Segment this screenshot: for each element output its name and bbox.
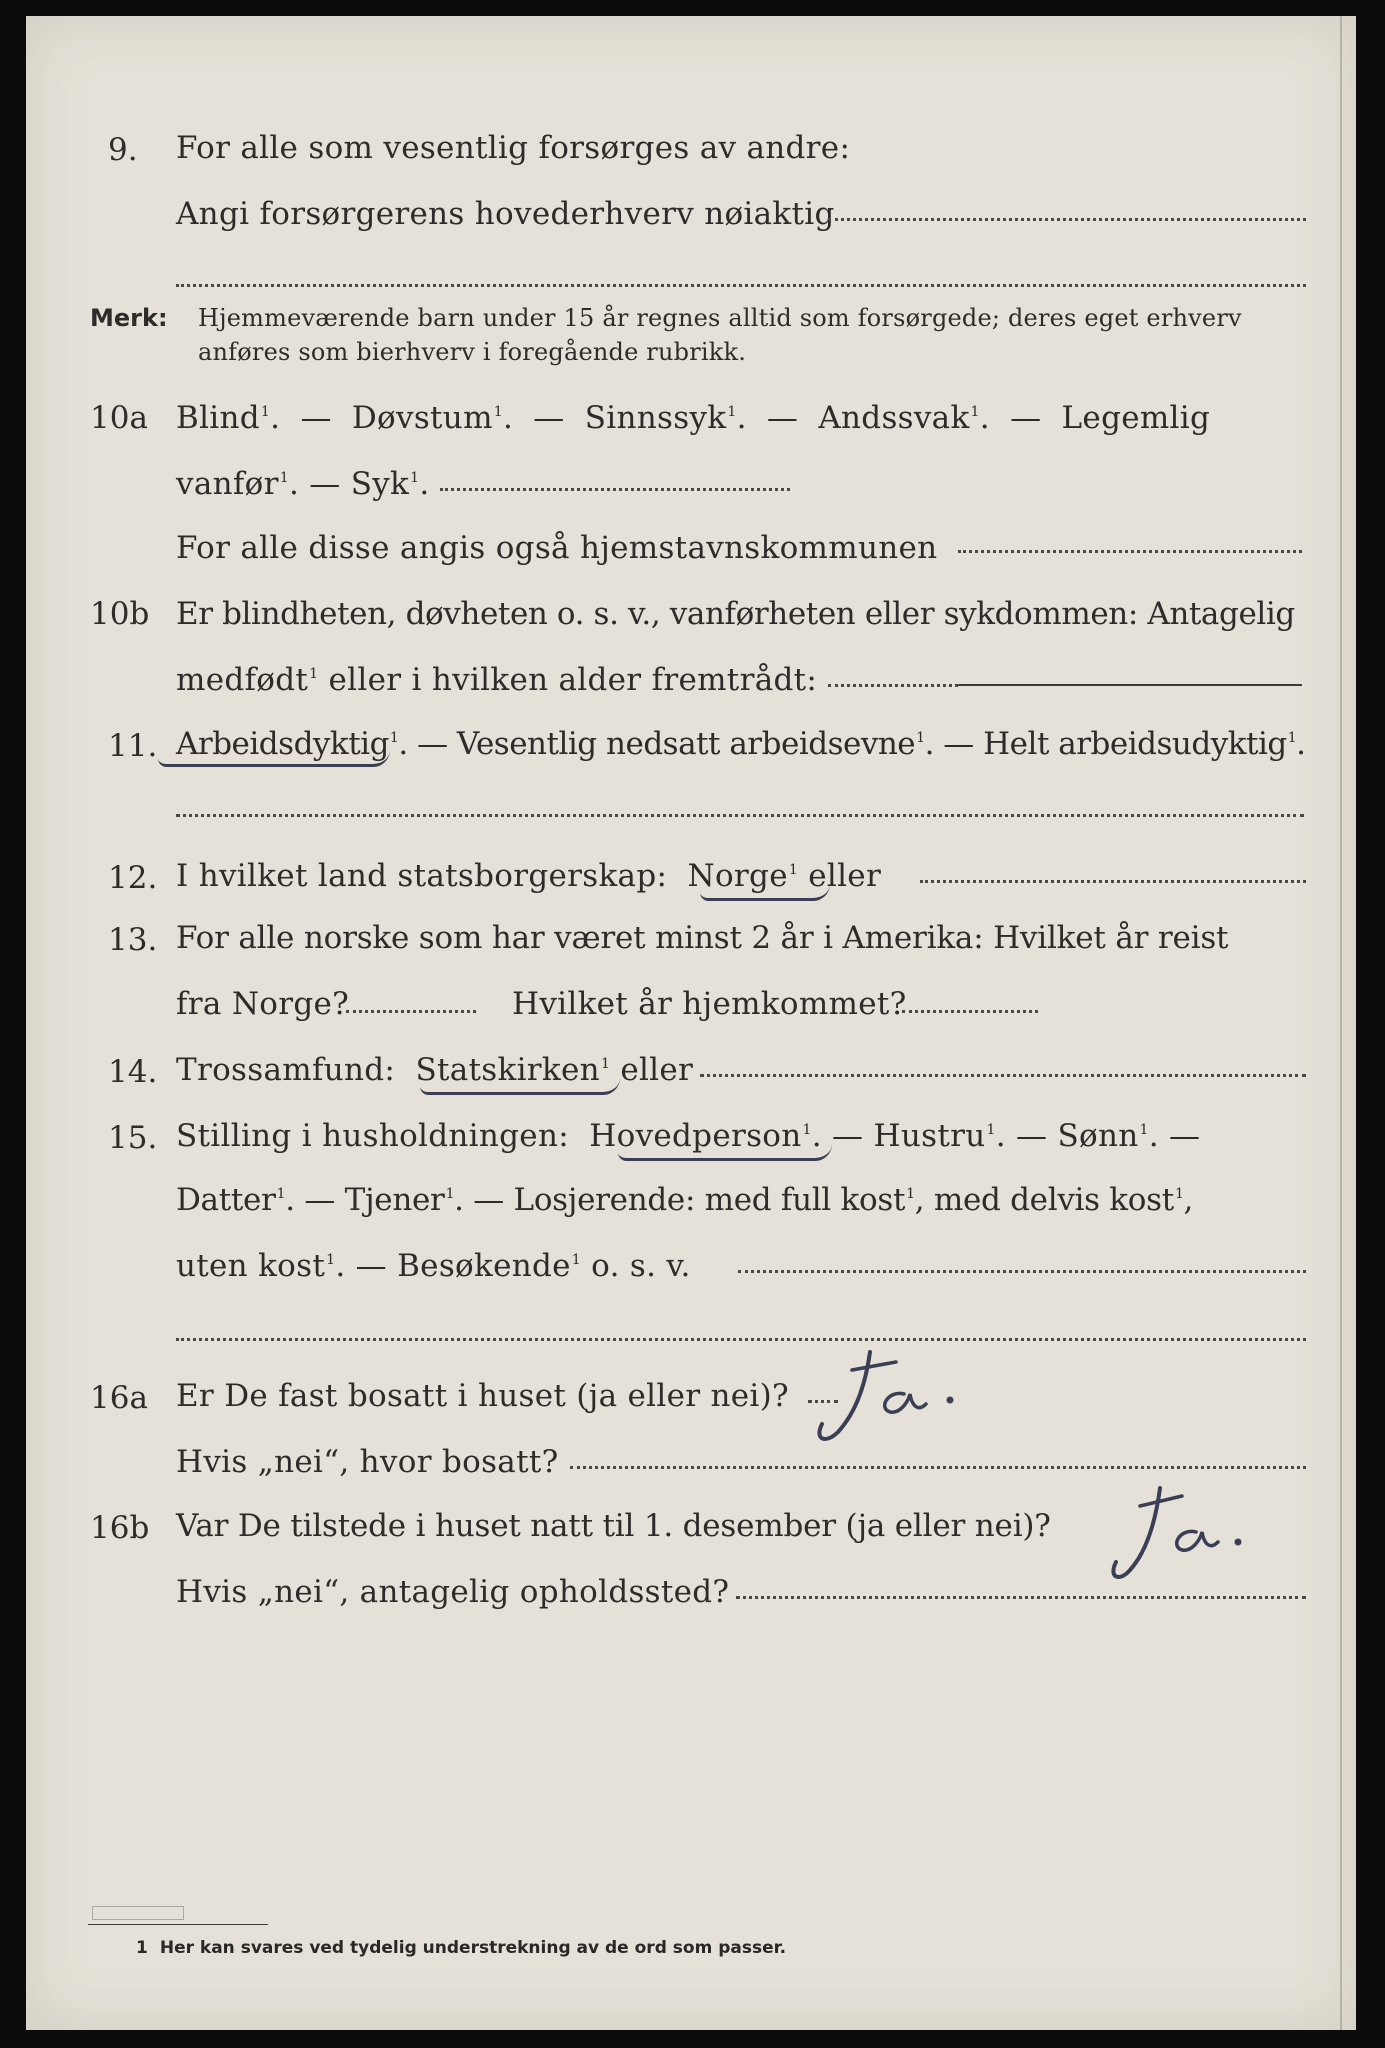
q12-line: I hvilket land statsborgerskap: Norge$^1$ eller xyxy=(176,858,882,894)
q15-opt-uten-kost[interactable]: uten kost xyxy=(176,1248,326,1284)
merk-line2: anføres som bierhverv i foregående rubrikk. xyxy=(198,338,747,366)
q15-line1: Stilling i husholdningen: Hovedperson$^1$. — Hustru$^1$. — Sønn$^1$. — xyxy=(176,1118,1201,1154)
q16a-number: 16a xyxy=(90,1380,148,1416)
q15-line2: Datter$^1$. — Tjener$^1$. — Losjerende: med full kost$^1$, med delvis kost$^1$, xyxy=(176,1182,1194,1218)
q16b-number: 16b xyxy=(90,1510,150,1546)
printer-mark xyxy=(92,1906,184,1920)
q15-underline-hovedperson xyxy=(618,1144,832,1161)
q11-opt-nedsatt[interactable]: — Vesentlig nedsatt arbeidsevne xyxy=(417,726,916,762)
q10b-line2: medfødt$^1$ eller i hvilken alder fremtrådt: xyxy=(176,662,818,698)
q16a-line1: Er De fast bosatt i huset (ja eller nei)? xyxy=(176,1378,789,1414)
q13-reist-line[interactable] xyxy=(346,1010,476,1013)
q13-line1: For alle norske som har været minst 2 år i Amerika: Hvilket år reist xyxy=(176,920,1229,956)
q13-number: 13. xyxy=(108,922,158,958)
q15-answer-line[interactable] xyxy=(738,1270,1306,1273)
q10a-opt-vanfor[interactable]: vanfør xyxy=(176,466,279,502)
q10a-opt-legemlig[interactable]: — Legemlig xyxy=(1010,400,1211,436)
q10a-opt-sinnssyk[interactable]: — Sinnssyk xyxy=(533,400,727,436)
q13-line2b: Hvilket år hjemkommet? xyxy=(512,986,907,1022)
q10a-number: 10a xyxy=(90,400,148,436)
q10a-line3: For alle disse angis også hjemstavnskommunen xyxy=(176,530,938,566)
q10a-line1: Blind$^1$. — Døvstum$^1$. — Sinnssyk$^1$. — Andssvak$^1$. — Legemlig xyxy=(176,400,1211,436)
q12-answer-line[interactable] xyxy=(920,880,1306,883)
merk-line1: Hjemmeværende barn under 15 år regnes alltid som forsørgede; deres eget erhverv xyxy=(198,304,1242,332)
q16b-line1: Var De tilstede i huset natt til 1. desember (ja eller nei)? xyxy=(176,1508,1051,1544)
q10a-opt-andssvak[interactable]: — Andssvak xyxy=(766,400,970,436)
q16a-bosatt-line[interactable] xyxy=(570,1466,1306,1469)
q11-opt-arbeidsdyktig[interactable]: Arbeidsdyktig xyxy=(176,726,389,762)
q9-line2: Angi forsørgerens hovederhverv nøiaktig xyxy=(176,196,835,232)
q15-opt-hovedperson[interactable]: Hovedperson xyxy=(589,1118,802,1154)
q10a-line2: vanfør$^1$. — Syk$^1$. xyxy=(176,466,430,502)
footnote xyxy=(136,1938,786,1958)
q11-opt-udyktig[interactable]: — Helt arbeidsudyktig xyxy=(943,726,1287,762)
q15-opt-tjener[interactable]: . — Tjener xyxy=(285,1182,445,1218)
q10a-opt-syk[interactable]: — Syk xyxy=(309,466,410,502)
q15-opt-sonn[interactable]: . — Sønn xyxy=(995,1118,1139,1154)
q9-answer-line[interactable] xyxy=(828,218,1306,221)
q16a-answer-line[interactable] xyxy=(808,1400,838,1403)
q10b-number: 10b xyxy=(90,596,150,632)
q16b-line2: Hvis „nei“, antagelig opholdssted? xyxy=(176,1574,730,1610)
q10a-hjemstavn-line[interactable] xyxy=(958,550,1302,553)
q11-number: 11. xyxy=(108,728,158,764)
merk-label: Merk: xyxy=(90,304,168,332)
q14-underline-statskirken xyxy=(420,1078,620,1095)
footnote-text: Her kan svares ved tydelig understrekning av de ord som passer. xyxy=(159,1938,787,1958)
footnote-rule xyxy=(88,1924,268,1925)
q14-number: 14. xyxy=(108,1054,158,1090)
q10b-answer-line[interactable] xyxy=(828,684,958,687)
q10a-opt-dovstum[interactable]: — Døvstum xyxy=(300,400,493,436)
q10a-opt-blind[interactable]: Blind xyxy=(176,400,260,436)
q14-line: Trossamfund: Statskirken$^1$ eller xyxy=(176,1052,694,1088)
q15-opt-delvis-kost[interactable]: , med delvis kost xyxy=(914,1182,1174,1218)
q11-line: Arbeidsdyktig$^1$. — Vesentlig nedsatt arbeidsevne$^1$. — Helt arbeidsudyktig$^1$. xyxy=(176,726,1306,762)
q15-answer-line-2[interactable] xyxy=(176,1338,1306,1341)
q15-opt-full-kost[interactable]: . — Losjerende: med full kost xyxy=(454,1182,906,1218)
q9-number: 9. xyxy=(108,132,138,168)
q15-number: 15. xyxy=(108,1120,158,1156)
q16b-opholdssted-line[interactable] xyxy=(736,1596,1306,1599)
q16b-handwritten-answer xyxy=(1100,1470,1260,1600)
q15-opt-besokende[interactable]: . — Besøkende xyxy=(335,1248,571,1284)
q12-number: 12. xyxy=(108,860,158,896)
q15-opt-hustru[interactable]: . — Hustru xyxy=(811,1118,986,1154)
q15-opt-datter[interactable]: Datter xyxy=(176,1182,276,1218)
footnote-mark: 1 xyxy=(136,1938,148,1958)
q10a-syk-line[interactable] xyxy=(440,488,790,491)
q9-answer-line-2[interactable] xyxy=(176,284,1306,287)
q10b-answer-rule xyxy=(958,684,1302,686)
q13-hjemkommet-line[interactable] xyxy=(902,1010,1038,1013)
q14-opt-statskirken[interactable]: Statskirken xyxy=(415,1052,600,1088)
q11-answer-line[interactable] xyxy=(176,814,1304,817)
q10b-line1: Er blindheten, døvheten o. s. v., vanførheten eller sykdommen: Antagelig xyxy=(176,596,1295,632)
q12-opt-norge[interactable]: Norge xyxy=(687,858,788,894)
q15-line3: uten kost$^1$. — Besøkende$^1$ o. s. v. xyxy=(176,1248,691,1284)
q12-underline-norge xyxy=(700,884,830,901)
q14-answer-line[interactable] xyxy=(700,1074,1306,1077)
q16a-line2: Hvis „nei“, hvor bosatt? xyxy=(176,1444,559,1480)
q9-line1: For alle som vesentlig forsørges av andre: xyxy=(176,130,851,166)
q13-line2a: fra Norge? xyxy=(176,986,350,1022)
q11-underline-arbeidsdyktig xyxy=(158,750,390,767)
